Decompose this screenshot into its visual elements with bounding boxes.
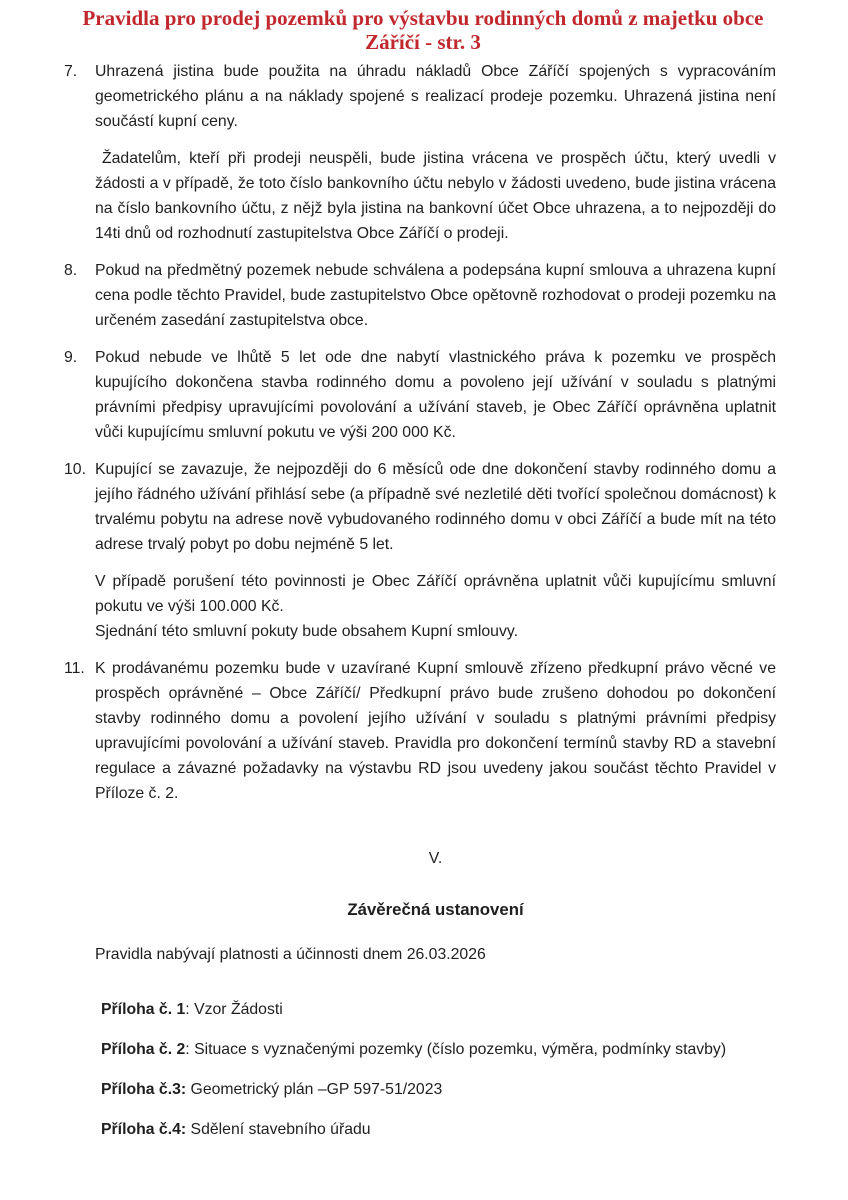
paragraph: V případě porušení této povinnosti je Obec Záříčí oprávněna uplatnit vůči kupujícímu smluvní pokutu ve výši 100.000 Kč. xyxy=(95,573,776,615)
paragraph: Uhrazená jistina bude použita na úhradu nákladů Obce Záříčí spojených s vypracováním geometrického plánu a na náklady spojené s realizací prodeje pozemku. Uhrazená jistina není součástí kupní ceny. xyxy=(95,63,776,130)
attachment-label: Příloha č. 2 xyxy=(101,1041,186,1058)
list-item-9 xyxy=(64,345,776,445)
item-content xyxy=(95,258,776,333)
paragraph: Sjednání této smluvní pokuty bude obsahem Kupní smlouvy. xyxy=(95,623,518,640)
item-number: 9. xyxy=(64,349,78,366)
paragraph: Kupující se zavazuje, že nejpozději do 6 měsíců ode dne dokončení stavby rodinného domu a jejího řádného užívání přihlásí sebe (a případně své nezletilé děti tvořící společnou domácnost) k trvalému pobytu na adrese nově vybudovaného rodinného domu v obci Záříčí a bude mít na této adrese trvalý pobyt po dobu nejméně 5 let. xyxy=(95,461,776,553)
list-item-8 xyxy=(64,258,776,333)
section-numeral: V. xyxy=(428,850,443,867)
document-title-line1: Pravidla pro prodej pozemků pro výstavbu rodinných domů z majetku obce xyxy=(82,6,764,30)
item-content xyxy=(95,345,776,445)
item-number: 10. xyxy=(64,461,86,478)
attachment-line-3 xyxy=(95,1077,776,1102)
list-item-11 xyxy=(64,656,776,806)
paragraph: K prodávanému pozemku bude v uzavírané Kupní smlouvě zřízeno předkupní právo věcné ve prospěch oprávněné – Obce Záříčí/ Předkupní právo bude zrušeno dohodou po dokončení stavby rodinného domu a povolení jejího užívání v souladu s platnými právními předpisy upravujícími povolování a užívání staveb. Pravidla pro dokončení termínů stavby RD a stavební regulace a závazné požadavky na výstavbu RD jsou uvedeny jakou součást těchto Pravidel v Příloze č. 2. xyxy=(95,660,776,802)
effective-date-line: Pravidla nabývají platnosti a účinnosti dnem 26.03.2026 xyxy=(95,946,486,963)
attachment-text: Sdělení stavebního úřadu xyxy=(186,1121,371,1138)
document-title-line2: Záříčí - str. 3 xyxy=(365,30,481,54)
list-item-10 xyxy=(64,457,776,644)
attachment-text: : Vzor Žádosti xyxy=(185,1001,283,1018)
section-heading: Závěrečná ustanovení xyxy=(347,900,524,919)
attachment-line-2 xyxy=(95,1037,776,1062)
item-content xyxy=(95,59,776,246)
attachments-list xyxy=(95,997,776,1142)
attachment-line-4 xyxy=(95,1117,776,1142)
paragraph: Pokud nebude ve lhůtě 5 let ode dne nabytí vlastnického práva k pozemku ve prospěch kupujícího dokončena stavba rodinného domu a povoleno její užívání v souladu s platnými právními předpisy upravujícími povolování a užívání staveb, je Obec Záříčí oprávněna uplatnit vůči kupujícímu smluvní pokutu ve výši 200 000 Kč. xyxy=(95,349,776,441)
attachment-text: Geometrický plán –GP 597-51/2023 xyxy=(186,1081,443,1098)
item-number: 8. xyxy=(64,262,78,279)
attachment-line-1 xyxy=(95,997,776,1022)
paragraph: Žadatelům, kteří při prodeji neuspěli, bude jistina vrácena ve prospěch účtu, který uvedli v žádosti a v případě, že toto číslo bankovního účtu nebylo v žádosti uvedeno, bude jistina vrácena na číslo bankovního účtu, z nějž byla jistina na bankovní účet Obce uhrazena, a to nejpozději do 14ti dnů od rozhodnutí zastupitelstva Obce Záříčí o prodeji. xyxy=(95,150,776,242)
attachment-label: Příloha č.3: xyxy=(101,1081,187,1098)
item-number: 11. xyxy=(64,660,85,677)
item-number: 7. xyxy=(64,63,78,80)
attachment-text: : Situace s vyznačenými pozemky (číslo pozemku, výměra, podmínky stavby) xyxy=(185,1041,727,1058)
paragraph: Pokud na předmětný pozemek nebude schválena a podepsána kupní smlouva a uhrazena kupní cena podle těchto Pravidel, bude zastupitelstvo Obce opětovně rozhodovat o prodeji pozemku na určeném zasedání zastupitelstva obce. xyxy=(95,262,776,329)
list-item-7 xyxy=(64,59,776,246)
document-title xyxy=(30,6,816,54)
attachment-label: Příloha č. 1 xyxy=(101,1001,186,1018)
attachment-label: Příloha č.4: xyxy=(101,1121,187,1138)
item-content xyxy=(95,656,776,806)
item-content xyxy=(95,457,776,644)
